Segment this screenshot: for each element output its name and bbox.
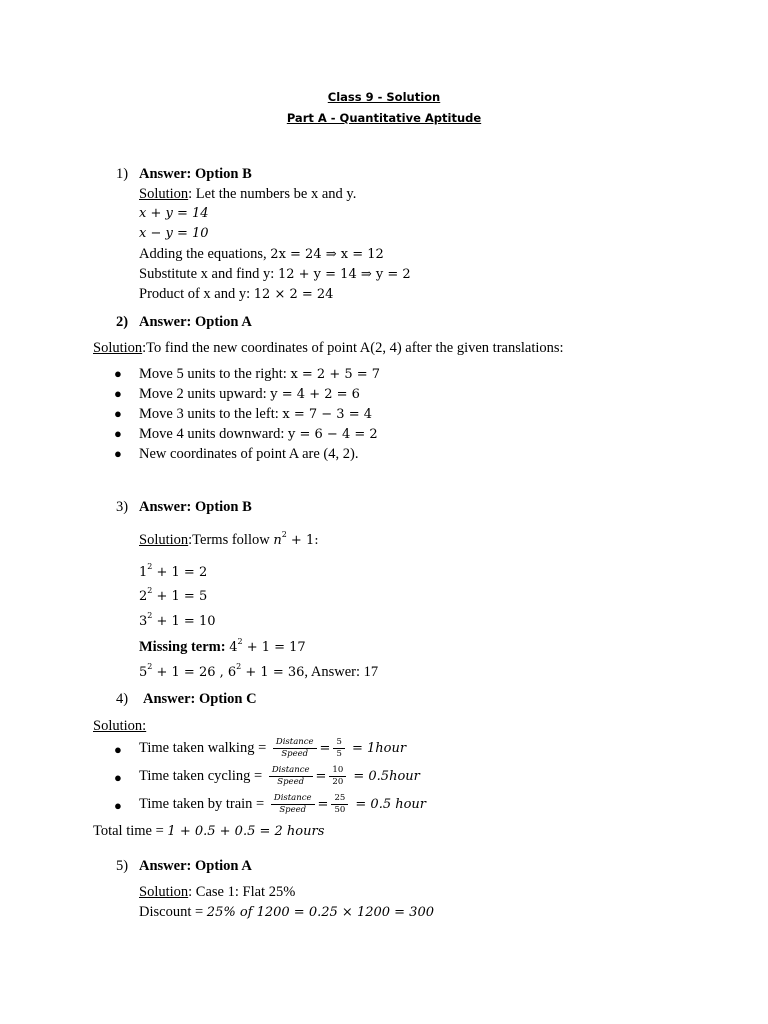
q3-square-1: $1^2 + 1 = 2$	[139, 562, 208, 580]
q4-walking: Time taken walking = $\frac{\text{Distance}}{\text{Speed}}$ = $\frac{5}{5}$ = 1hour	[139, 737, 407, 760]
bullet-icon: ●	[114, 366, 122, 381]
q5-solution: Solution: Case 1: Flat 25%	[139, 884, 296, 900]
q3-solution: Solution:Terms follow $n^2 + 1$:	[139, 530, 319, 548]
q2-bullet-2: Move 2 units upward: y = 4 + 2 = 6	[139, 386, 360, 402]
q2-number: 2)	[116, 314, 129, 330]
q4-number: 4)	[116, 691, 129, 707]
q2-bullet-1: Move 5 units to the right: x = 2 + 5 = 7	[139, 366, 381, 382]
q3-number: 3)	[116, 499, 129, 515]
q1-number: 1)	[116, 166, 129, 182]
q1-answer: Answer: Option B	[139, 166, 252, 182]
q1-equation-2: x − y = 10	[139, 226, 209, 241]
q1-adding-line: Adding the equations, 2x = 24 ⇒ x = 12	[139, 246, 384, 262]
q2-bullet-3: Move 3 units to the left: x = 7 − 3 = 4	[139, 406, 372, 422]
bullet-icon: ●	[114, 386, 122, 401]
q1-equation-1: x + y = 14	[139, 206, 209, 221]
bullet-icon: ●	[114, 798, 122, 813]
q3-answer: Answer: Option B	[139, 499, 252, 515]
q4-answer: Answer: Option C	[143, 691, 257, 707]
q3-next-terms: $5^2 + 1 = 26$ , $6^2 + 1 = 36$, Answer: 17	[139, 662, 379, 680]
q4-total-time: Total time = 1 + 0.5 + 0.5 = 2 hours	[93, 823, 325, 839]
q5-answer: Answer: Option A	[139, 858, 252, 874]
bullet-icon: ●	[114, 406, 122, 421]
q3-missing-term: Missing term: $4^2 + 1 = 17$	[139, 637, 306, 655]
q2-bullet-4: Move 4 units downward: y = 6 − 4 = 2	[139, 426, 378, 442]
bullet-icon: ●	[114, 446, 122, 461]
q2-solution: Solution:To find the new coordinates of point A(2, 4) after the given translations:	[93, 340, 564, 356]
q3-square-2: $2^2 + 1 = 5$	[139, 586, 208, 604]
bullet-icon: ●	[114, 742, 122, 757]
q3-square-3: $3^2 + 1 = 10$	[139, 611, 216, 629]
bullet-icon: ●	[114, 426, 122, 441]
bullet-icon: ●	[114, 770, 122, 785]
q4-cycling: Time taken cycling = $\frac{\text{Distance}}{\text{Speed}}$ = $\frac{10}{20}$ = 0.5hour	[139, 765, 420, 788]
q4-train: Time taken by train = $\frac{\text{Distance}}{\text{Speed}}$ = $\frac{25}{50}$ = 0.5 hour	[139, 793, 427, 816]
page-title: Class 9 - Solution	[327, 90, 441, 104]
q5-discount: Discount = 25% of 1200 = 0.25 × 1200 = 300	[139, 904, 434, 920]
q1-substitute-line: Substitute x and find y: 12 + y = 14 ⇒ y = 2	[139, 266, 411, 282]
q5-number: 5)	[116, 858, 129, 874]
q4-solution: Solution:	[93, 718, 147, 734]
page-subtitle: Part A - Quantitative Aptitude	[286, 111, 482, 125]
q2-answer: Answer: Option A	[139, 314, 252, 330]
q1-solution: Solution: Let the numbers be x and y.	[139, 186, 357, 202]
q1-product-line: Product of x and y: 12 × 2 = 24	[139, 286, 334, 302]
q2-bullet-5: New coordinates of point A are (4, 2).	[139, 446, 359, 462]
